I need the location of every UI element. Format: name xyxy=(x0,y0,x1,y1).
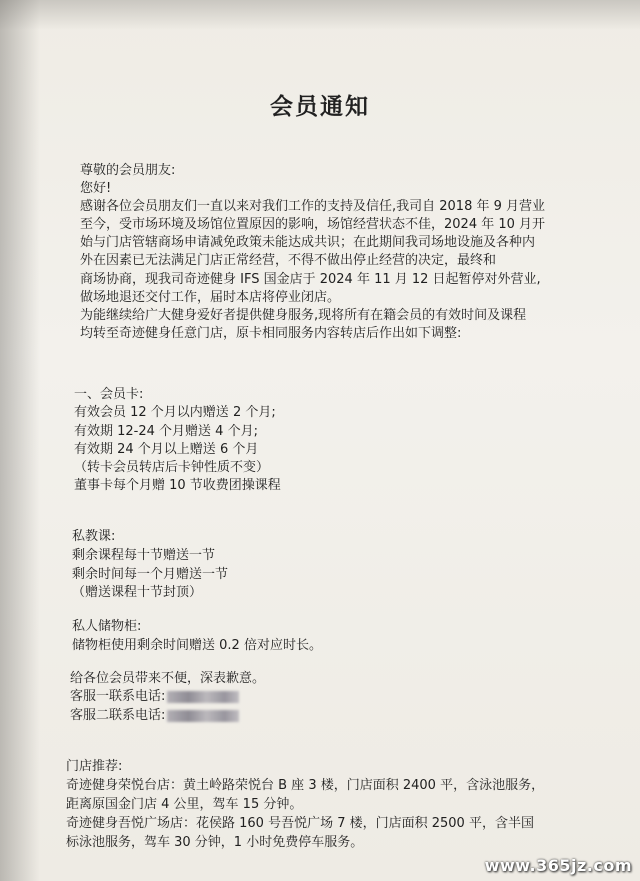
body-line-5: 商场协商，现我司奇迹健身 IFS 国金店于 2024 年 11 月 12 日起暂停对外营业, xyxy=(80,272,541,287)
body-line-3: 始与门店管辖商场申请减免政策未能达成共识；在此期间我司场地设施及各种内 xyxy=(80,235,536,250)
body-line-2: 至今，受市场环境及场馆位置原因的影响，场馆经营状态不佳，2024 年 10 月开 xyxy=(80,217,546,232)
site-watermark: www.365jz.com xyxy=(484,856,632,875)
private-training-item-1: 剩余课程每十节赠送一节 xyxy=(72,548,216,563)
paper-shadow-left xyxy=(0,0,40,881)
contact-row-1 xyxy=(70,688,239,706)
body-line-1: 感谢各位会员朋友们一直以来对我们工作的支持及信任,我司自 2018 年 9 月营业 xyxy=(80,199,546,214)
membership-item-2: 有效期 12-24 个月赠送 4 个月; xyxy=(74,424,258,439)
private-training-item-3: （赠送课程十节封顶） xyxy=(72,585,203,600)
body-line-7: 为能继续给广大健身爱好者提供健身服务,现将所有在籍会员的有效时间及课程 xyxy=(80,308,527,323)
store-line-2: 距离原国金门店 4 公里，驾车 15 分钟。 xyxy=(66,797,303,812)
contact-row-2 xyxy=(70,707,239,725)
paper-shadow-top xyxy=(0,0,640,30)
body-line-4: 外在因素已无法满足门店正常经营，不得不做出停止经营的决定，最终和 xyxy=(80,253,497,268)
section-locker-heading: 私人储物柜: xyxy=(72,619,142,634)
membership-item-5: 董事卡每个月赠 10 节收费团操课程 xyxy=(74,478,281,493)
store-line-3: 奇迹健身吾悦广场店：花侯路 160 号吾悦广场 7 楼，门店面积 2500 平，含半国 xyxy=(66,816,534,831)
body-line-8: 均转至奇迹健身任意门店，原卡相同服务内容转店后作出如下调整: xyxy=(80,326,462,341)
body-line-6: 做场地退还交付工作，届时本店将停业闭店。 xyxy=(80,290,341,305)
redacted-phone-2 xyxy=(167,710,239,722)
redacted-phone-1 xyxy=(167,691,239,703)
section-private-training-heading: 私教课: xyxy=(72,529,116,544)
membership-item-4: （转卡会员转店后卡钟性质不变） xyxy=(74,460,270,475)
contact2-label: 客服二联系电话: xyxy=(70,708,166,723)
greeting: 尊敬的会员朋友: xyxy=(80,163,176,178)
private-training-item-2: 剩余时间每一个月赠送一节 xyxy=(72,567,229,582)
hello: 您好! xyxy=(80,181,112,196)
section-membership-heading: 一、会员卡: xyxy=(74,387,144,402)
membership-item-3: 有效期 24 个月以上赠送 6 个月 xyxy=(74,442,259,457)
locker-item-1: 储物柜使用剩余时间赠送 0.2 倍对应时长。 xyxy=(72,638,322,653)
membership-item-1: 有效会员 12 个月以内赠送 2 个月; xyxy=(74,405,276,420)
store-line-1: 奇迹健身荣悦台店：黄土岭路荣悦台 B 座 3 楼，门店面积 2400 平，含泳池服务， xyxy=(66,778,545,793)
contact1-label: 客服一联系电话: xyxy=(70,689,166,704)
apology: 给各位会员带来不便，深表歉意。 xyxy=(70,671,266,686)
stores-heading: 门店推荐: xyxy=(66,759,123,774)
notice-title: 会员通知 xyxy=(270,94,370,120)
store-line-4: 标泳池服务，驾车 30 分钟，1 小时免费停车服务。 xyxy=(66,835,364,850)
